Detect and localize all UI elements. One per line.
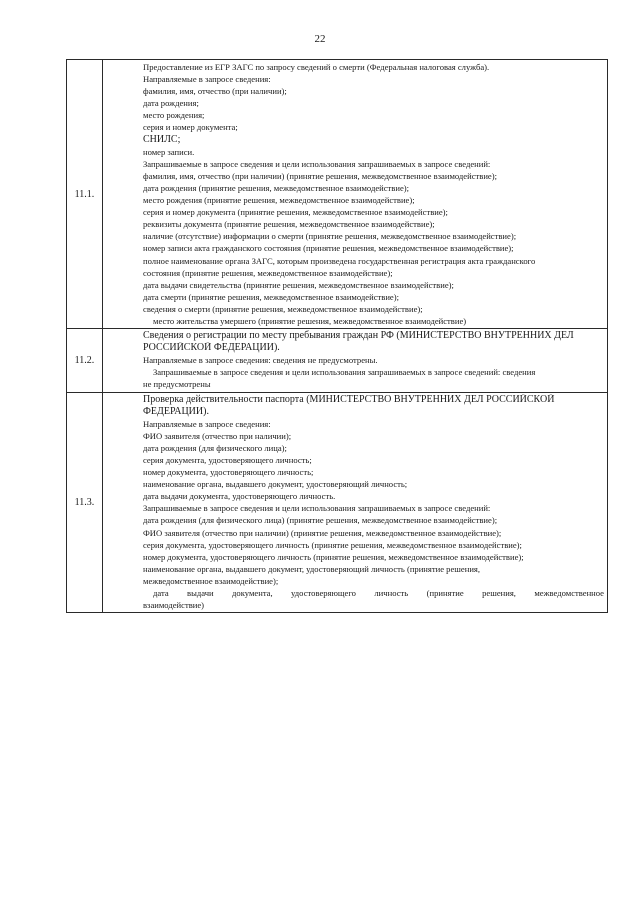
table-row — [67, 329, 608, 392]
list-item: не предусмотрены — [143, 379, 211, 390]
list-item: наличие (отсутствие) информации о смерти (принятие решения, межведомственное взаимодействие); — [143, 231, 517, 242]
subheading-sent-data: Направляемые в запросе сведения: сведения не предусмотрены. — [143, 355, 378, 366]
services-table — [66, 59, 608, 613]
subheading-sent-data: Направляемые в запросе сведения: — [143, 418, 271, 429]
list-item: взаимодействие) — [143, 600, 205, 611]
section-title: РОССИЙСКОЙ ФЕДЕРАЦИИ). — [143, 342, 280, 354]
section-title: Сведения о регистрации по месту пребывания граждан РФ (МИНИСТЕРСТВО ВНУТРЕННИХ ДЕЛ — [143, 330, 574, 342]
section-title: Проверка действительности паспорта (МИНИСТЕРСТВО ВНУТРЕННИХ ДЕЛ РОССИЙСКОЙ — [143, 393, 555, 405]
page-number: 22 — [314, 33, 326, 45]
row-number: 11.3. — [67, 392, 103, 613]
list-item: номер документа, удостоверяющего личность; — [143, 467, 314, 478]
list-item: межведомственное взаимодействие); — [143, 575, 279, 586]
table-row — [67, 392, 608, 613]
list-item: дата рождения (для физического лица); — [143, 442, 287, 453]
list-item: серия документа, удостоверяющего личность; — [143, 455, 312, 465]
row-content — [103, 392, 608, 613]
row-number: 11.2. — [67, 329, 103, 392]
table-row — [67, 60, 608, 329]
subheading-requested-data: Запрашиваемые в запросе сведения и цели использования запрашиваемых в запросе сведений: сведения — [153, 367, 536, 378]
list-item: дата выдачи свидетельства (принятие решения, межведомственное взаимодействие); — [143, 279, 454, 290]
list-item: номер записи акта гражданского состояния (принятие решения, межведомственное взаимодействие); — [143, 243, 514, 254]
list-item: серия и номер документа; — [143, 122, 238, 133]
subheading-requested-data: Запрашиваемые в запросе сведения и цели использования запрашиваемых в запросе сведений: — [143, 158, 491, 169]
list-item: место рождения; — [143, 110, 205, 121]
list-item: СНИЛС; — [143, 133, 181, 145]
row-content — [103, 329, 608, 392]
list-item: место рождения (принятие решения, межведомственное взаимодействие); — [143, 195, 415, 206]
list-item: полное наименование органа ЗАГС, которым произведена государственная регистрация акта гражданского — [143, 255, 536, 266]
section-title: ФЕДЕРАЦИИ). — [143, 405, 209, 417]
list-item: фамилия, имя, отчество (при наличии); — [143, 86, 287, 97]
list-item: дата рождения; — [143, 98, 199, 109]
list-item: реквизиты документа (принятие решения, межведомственное взаимодействие); — [143, 219, 435, 230]
list-item: фамилия, имя, отчество (при наличии) (принятие решения, межведомственное взаимодействие); — [143, 170, 498, 181]
list-item: дата смерти (принятие решения, межведомственное взаимодействие); — [143, 291, 399, 302]
row-content — [103, 60, 608, 329]
list-item: дата выдачи документа, удостоверяющего личность. — [143, 491, 336, 502]
list-item: ФИО заявителя (отчество при наличии); — [143, 430, 292, 441]
list-item: ФИО заявителя (отчество при наличии) (принятие решения, межведомственное взаимодействие); — [143, 527, 502, 538]
list-item: наименование органа, выдавшего документ, удостоверяющий личность (принятие решения, — [143, 563, 481, 574]
list-item: номер записи. — [143, 146, 195, 157]
subheading-requested-data: Запрашиваемые в запросе сведения и цели использования запрашиваемых в запросе сведений: — [143, 503, 491, 514]
list-item: наименование органа, выдавшего документ, удостоверяющий личность; — [143, 479, 408, 490]
row-number: 11.1. — [67, 60, 103, 329]
list-item: номер документа, удостоверяющего личность (принятие решения, межведомственное взаимодействие); — [143, 551, 524, 562]
list-item: серия и номер документа (принятие решения, межведомственное взаимодействие); — [143, 207, 448, 218]
section-title: Предоставление из ЕГР ЗАГС по запросу сведений о смерти (Федеральная налоговая служба). — [143, 62, 490, 72]
list-item: дата выдачи документа, удостоверяющего личность (принятие решения, межведомственное — [153, 588, 604, 599]
list-item: состояния (принятие решения, межведомственное взаимодействие); — [143, 267, 393, 278]
list-item: дата рождения (для физического лица) (принятие решения, межведомственное взаимодействие); — [143, 515, 498, 526]
list-item: сведения о смерти (принятие решения, межведомственное взаимодействие); — [143, 303, 423, 314]
list-item: дата рождения (принятие решения, межведомственное взаимодействие); — [143, 182, 410, 193]
list-item: серия документа, удостоверяющего личность (принятие решения, межведомственное взаимодействие); — [143, 539, 522, 550]
list-item: место жительства умершего (принятие решения, межведомственное взаимодействие) — [153, 315, 467, 326]
subheading-sent-data: Направляемые в запросе сведения: — [143, 74, 271, 85]
